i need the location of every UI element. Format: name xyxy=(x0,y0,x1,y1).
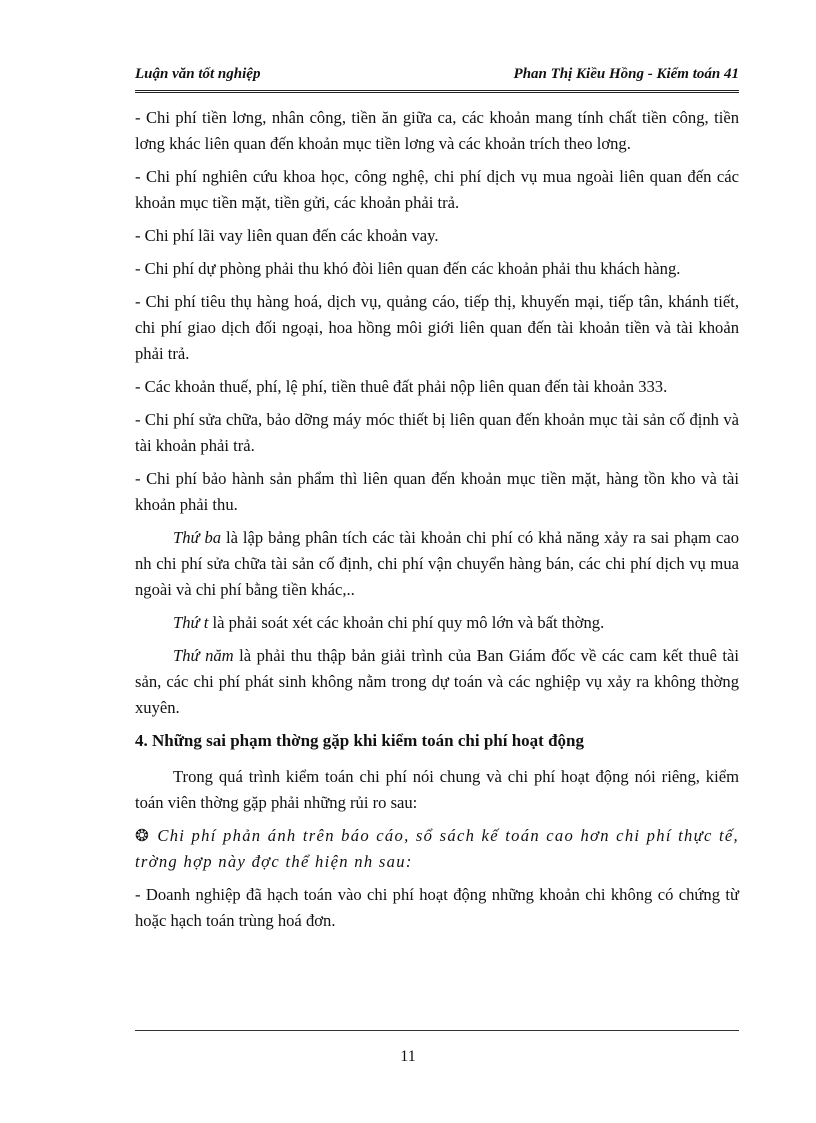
step-text: là lập bảng phân tích các tài khoản chi phí có khả năng xảy ra sai phạm cao nh chi phí sửa chữa tài sản cố định, chi phí vận chuyển hàng bán, các chi phí dịch vụ mua ngoài và chi phí bằng tiền khác,.. xyxy=(135,528,739,599)
paragraph: - Chi phí dự phòng phải thu khó đòi liên quan đến các khoản phải thu khách hàng. xyxy=(135,259,681,278)
step-label: Thứ năm xyxy=(173,646,234,665)
step-text: là phải soát xét các khoản chi phí quy mô lớn và bất thờng. xyxy=(208,613,605,632)
paragraph: - Chi phí sửa chữa, bảo dỡng máy móc thiết bị liên quan đến khoản mục tài sản cố định và tài khoản phải trả. xyxy=(135,410,739,455)
step-label: Thứ t xyxy=(173,613,209,632)
step-label: Thứ ba xyxy=(173,528,222,547)
section-heading: 4. Những sai phạm thờng gặp khi kiểm toán chi phí hoạt động xyxy=(135,731,584,750)
header-author-label: Phan Thị Kiều Hồng - Kiểm toán 41 xyxy=(513,66,739,82)
paragraph: - Chi phí lãi vay liên quan đến các khoản vay. xyxy=(135,226,439,245)
paragraph-italic xyxy=(135,823,739,875)
flower-bullet-icon: ❂ xyxy=(135,826,151,845)
page-header xyxy=(135,66,739,88)
footer-divider xyxy=(135,1030,739,1031)
paragraph: - Chi phí nghiên cứu khoa học, công nghệ, chi phí dịch vụ mua ngoài liên quan đến các khoản mục tiền mặt, tiền gửi, các khoản phải trả. xyxy=(135,167,739,212)
paragraph: - Doanh nghiệp đã hạch toán vào chi phí hoạt động những khoản chi không có chứng từ hoặc hạch toán trùng hoá đơn. xyxy=(135,885,739,930)
italic-text: Chi phí phản ánh trên báo cáo, sổ sách kế toán cao hơn chi phí thực tế, trờng hợp này đợc thể hiện nh sau: xyxy=(135,826,739,871)
paragraph: - Các khoản thuế, phí, lệ phí, tiền thuê đất phải nộp liên quan đến tài khoản 333. xyxy=(135,377,668,396)
paragraph-fifth-step xyxy=(135,643,739,721)
paragraph: - Chi phí tiêu thụ hàng hoá, dịch vụ, quảng cáo, tiếp thị, khuyến mại, tiếp tân, khánh tiết, chi phí giao dịch đối ngoại, hoa hồng môi giới liên quan đến tài khoản tiền và tài khoản phải trả. xyxy=(135,292,739,363)
paragraph: - Chi phí bảo hành sản phẩm thì liên quan đến khoản mục tiền mặt, hàng tồn kho và tài khoản phải thu. xyxy=(135,469,739,514)
header-divider xyxy=(135,90,739,93)
page-number: 11 xyxy=(400,1048,416,1065)
paragraph: - Chi phí tiền lơng, nhân công, tiền ăn giữa ca, các khoản mang tính chất tiền công, tiền lơng khác liên quan đến khoản mục tiền lơng và các khoản trích theo lơng. xyxy=(135,108,739,153)
header-thesis-label: Luận văn tốt nghiệp xyxy=(135,66,261,82)
paragraph-third-step xyxy=(135,525,739,603)
paragraph-fourth-step xyxy=(135,610,739,636)
document-body xyxy=(135,105,739,941)
step-text: là phải thu thập bản giải trình của Ban Giám đốc về các cam kết thuê tài sản, các chi phí phát sinh không nằm trong dự toán và các nghiệp vụ xảy ra không thờng xuyên. xyxy=(135,646,739,717)
paragraph: Trong quá trình kiểm toán chi phí nói chung và chi phí hoạt động nói riêng, kiểm toán viên thờng gặp phải những rủi ro sau: xyxy=(135,767,739,812)
